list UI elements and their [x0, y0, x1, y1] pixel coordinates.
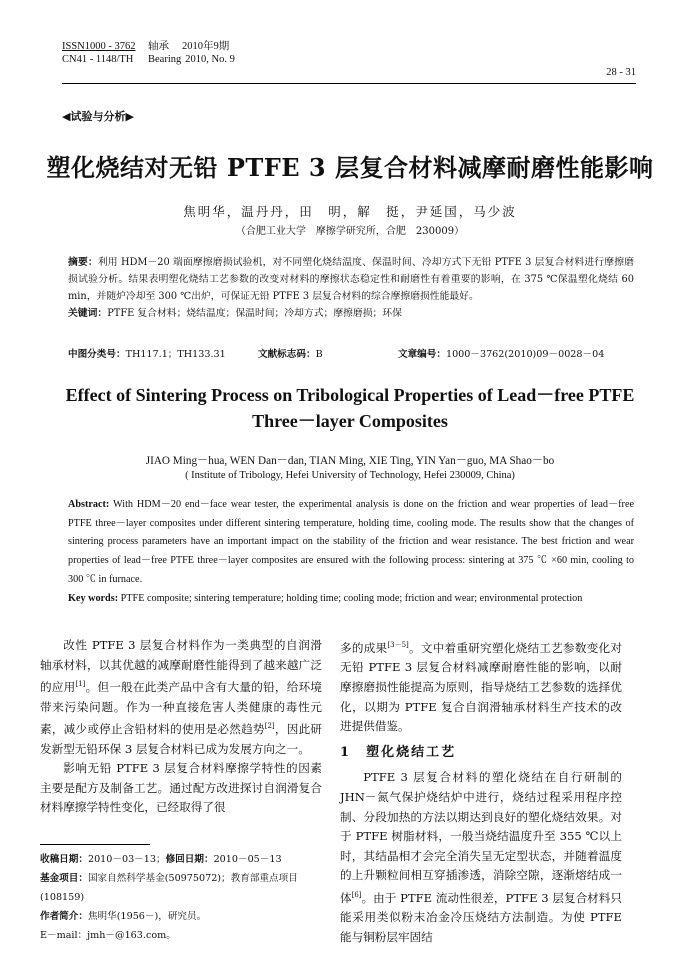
section-1-paragraph: [340, 768, 622, 947]
classification-row: [68, 346, 634, 360]
authors-en: JIAO Ming－hua, WEN Dan－dan, TIAN Ming, XIE Ting, YIN Yan－guo, MA Shao－bo: [145, 455, 555, 467]
revised-label: 修回日期：: [165, 854, 214, 865]
issn: ISSN1000 - 3762: [62, 41, 136, 52]
title-en-line2: Three－layer Composites: [252, 411, 448, 431]
journal-header: [62, 40, 636, 66]
footnote-rule: [40, 844, 150, 845]
intro-paragraph-2: 影响无铅 PTFE 3 层复合材料摩擦学特性的因素主要是配方及制备工艺。通过配方改进探讨自润滑复合材料摩擦学特性变化，已经取得了很: [40, 761, 322, 815]
intro-paragraph-3: [340, 636, 622, 737]
body-right-column: [340, 636, 622, 948]
abstract-en-label: Abstract:: [68, 499, 110, 510]
page-range: 28 - 31: [606, 67, 636, 78]
authors-cn: 焦明华，温丹丹，田 明，解 挺，尹延国，马少波: [183, 204, 517, 219]
received-date: 2010－03－13；: [87, 854, 166, 865]
header-rule: [62, 83, 636, 84]
revised-date: 2010－05－13: [213, 854, 282, 865]
keywords-en-label: Key words:: [68, 592, 119, 604]
page-title-en: [40, 382, 660, 434]
citation: [3－5]: [387, 641, 409, 649]
journal-name-en: Bearing: [148, 54, 182, 65]
clc-value: TH117.1；TH133.31: [125, 349, 226, 360]
title-en-line1: Effect of Sintering Process on Tribological Properties of Lead－free PTFE: [65, 385, 635, 405]
section-tag: ◀试验与分析▶: [62, 110, 134, 123]
doc-code-value: B: [315, 349, 323, 360]
citation: [1]: [75, 680, 86, 689]
keywords-en-text: PTFE composite; sintering temperature; holding time; cooling mode; friction and wear; environmental protection: [118, 592, 583, 604]
body-left-column: [40, 636, 322, 818]
affiliation-en: ( Institute of Tribology, Hefei University of Technology, Hefei 230009, China): [185, 470, 515, 481]
section-number: 1: [340, 744, 352, 760]
section-heading-1: [340, 743, 622, 763]
article-no-label: 文章编号：: [398, 349, 446, 360]
page-title-cn: 塑化烧结对无铅 PTFE 3 层复合材料减摩耐磨性能影响: [46, 153, 654, 182]
abstract-en-text: With HDM－20 end－face wear tester, the experimental analysis is done on the friction and wear properties of lead－free PTFE three－layer composites under different sintering temperature, holding time, cooling mode. The results show that the changes of sintering process parameters have an important impact on the stability of the friction and wear resistance. The best friction and wear properties of lead－free PTFE three－layer composites are ensured with the following process: sintering at 375 ℃ ×60 min, cooling to 300 ℃ in furnace.: [68, 499, 634, 585]
issue-cn: 2010年9期: [182, 41, 230, 52]
citation: [2]: [264, 722, 275, 731]
citation: [6]: [351, 890, 362, 899]
right-text-a: 多的成果: [340, 640, 388, 655]
journal-name-cn: 轴承: [148, 41, 169, 52]
fund-label: 基金项目：: [40, 873, 88, 884]
fund-text: 国家自然科学基金(50975072)；教育部重点项目(108159): [40, 873, 298, 903]
author-bio: 焦明华(1956－)，研究员。: [87, 911, 207, 922]
issue-en: 2010, No. 9: [185, 54, 235, 65]
received-label: 收稿日期：: [40, 854, 88, 865]
author-bio-label: 作者简介：: [40, 911, 88, 922]
intro-text-b: 。但一般在此类产品中含有大量的铅，给环境带来污染问题。作为一种直接危害人类健康的毒性元素，减少或停止含铅材料的使用是必然趋势: [40, 680, 322, 737]
keywords-cn-label: 关键词：: [68, 308, 108, 319]
article-no-value: 1000－3762(2010)09－0028－04: [445, 349, 605, 360]
sec1-text-a: PTFE 3 层复合材料的塑化烧结在自行研制的 JHN－氮气保护烧结炉中进行，烧结过程采用程序控制、分段加热的方法以期达到良好的塑化烧结效果。对于 PTFE 树脂材料，一般当烧结温度升至 355 ℃以上时，其结晶相才会完全消失呈无定型状态，并随着温度的上升颗粒间相互穿插渗透，消除空隙，逐渐熔结成一体: [340, 770, 622, 905]
abstract-cn-text: 利用 HDM－20 端面摩擦磨损试验机，对不同塑化烧结温度、保温时间、冷却方式下无铅 PTFE 3 层复合材料进行摩擦磨损试验分析。结果表明塑化烧结工艺参数的改变对材料的摩擦状态稳定性和耐磨性有着重要的影响，在 375 ℃保温塑化烧结 60 min，并随炉冷却至 300 ℃出炉，可保证无铅 PTFE 3 层复合材料的综合摩擦磨损性能最好。: [68, 257, 634, 302]
cn-number: CN41 - 1148/TH: [62, 54, 134, 65]
right-text-b: 。文中着重研究塑化烧结工艺参数变化对无铅 PTFE 3 层复合材料减摩耐磨性能的影响，以耐摩擦磨损性能提高为原则，指导烧结工艺参数的选择优化，以期为 PTFE 复合自润滑轴承材料生产技术的改进提供借鉴。: [340, 640, 622, 734]
clc-label: 中图分类号：: [68, 349, 126, 360]
intro-text-a: 改性 PTFE 3 层复合材料作为一类典型的自润滑轴承材料，以其优越的减摩耐磨性能得到了越来越广泛的应用: [40, 638, 322, 695]
sec1-text-b: 。由于 PTFE 流动性很差，PTFE 3 层复合材料只能采用类似粉末冶金冷压烧结方法制造。为使 PTFE 能与铜粉层牢固结: [340, 890, 622, 945]
footnotes: [40, 850, 322, 945]
doc-code-label: 文献标志码：: [258, 349, 316, 360]
intro-paragraph-1: [40, 636, 322, 759]
intro-text-c: ，因此研发新型无铅环保 3 层复合材料已成为发展方向之一。: [40, 722, 322, 756]
abstract-cn-label: 摘要：: [68, 257, 98, 268]
keywords-cn-text: PTFE 复合材料；烧结温度；保温时间；冷却方式；摩擦磨损；环保: [107, 308, 402, 319]
abstract-en: [68, 496, 634, 608]
author-email: E－mail：jmh－@163.com。: [40, 930, 176, 941]
section-title: 塑化烧结工艺: [366, 744, 457, 760]
abstract-cn: [68, 254, 634, 322]
affiliation-cn: （合肥工业大学 摩擦学研究所，合肥 230009）: [235, 226, 465, 237]
